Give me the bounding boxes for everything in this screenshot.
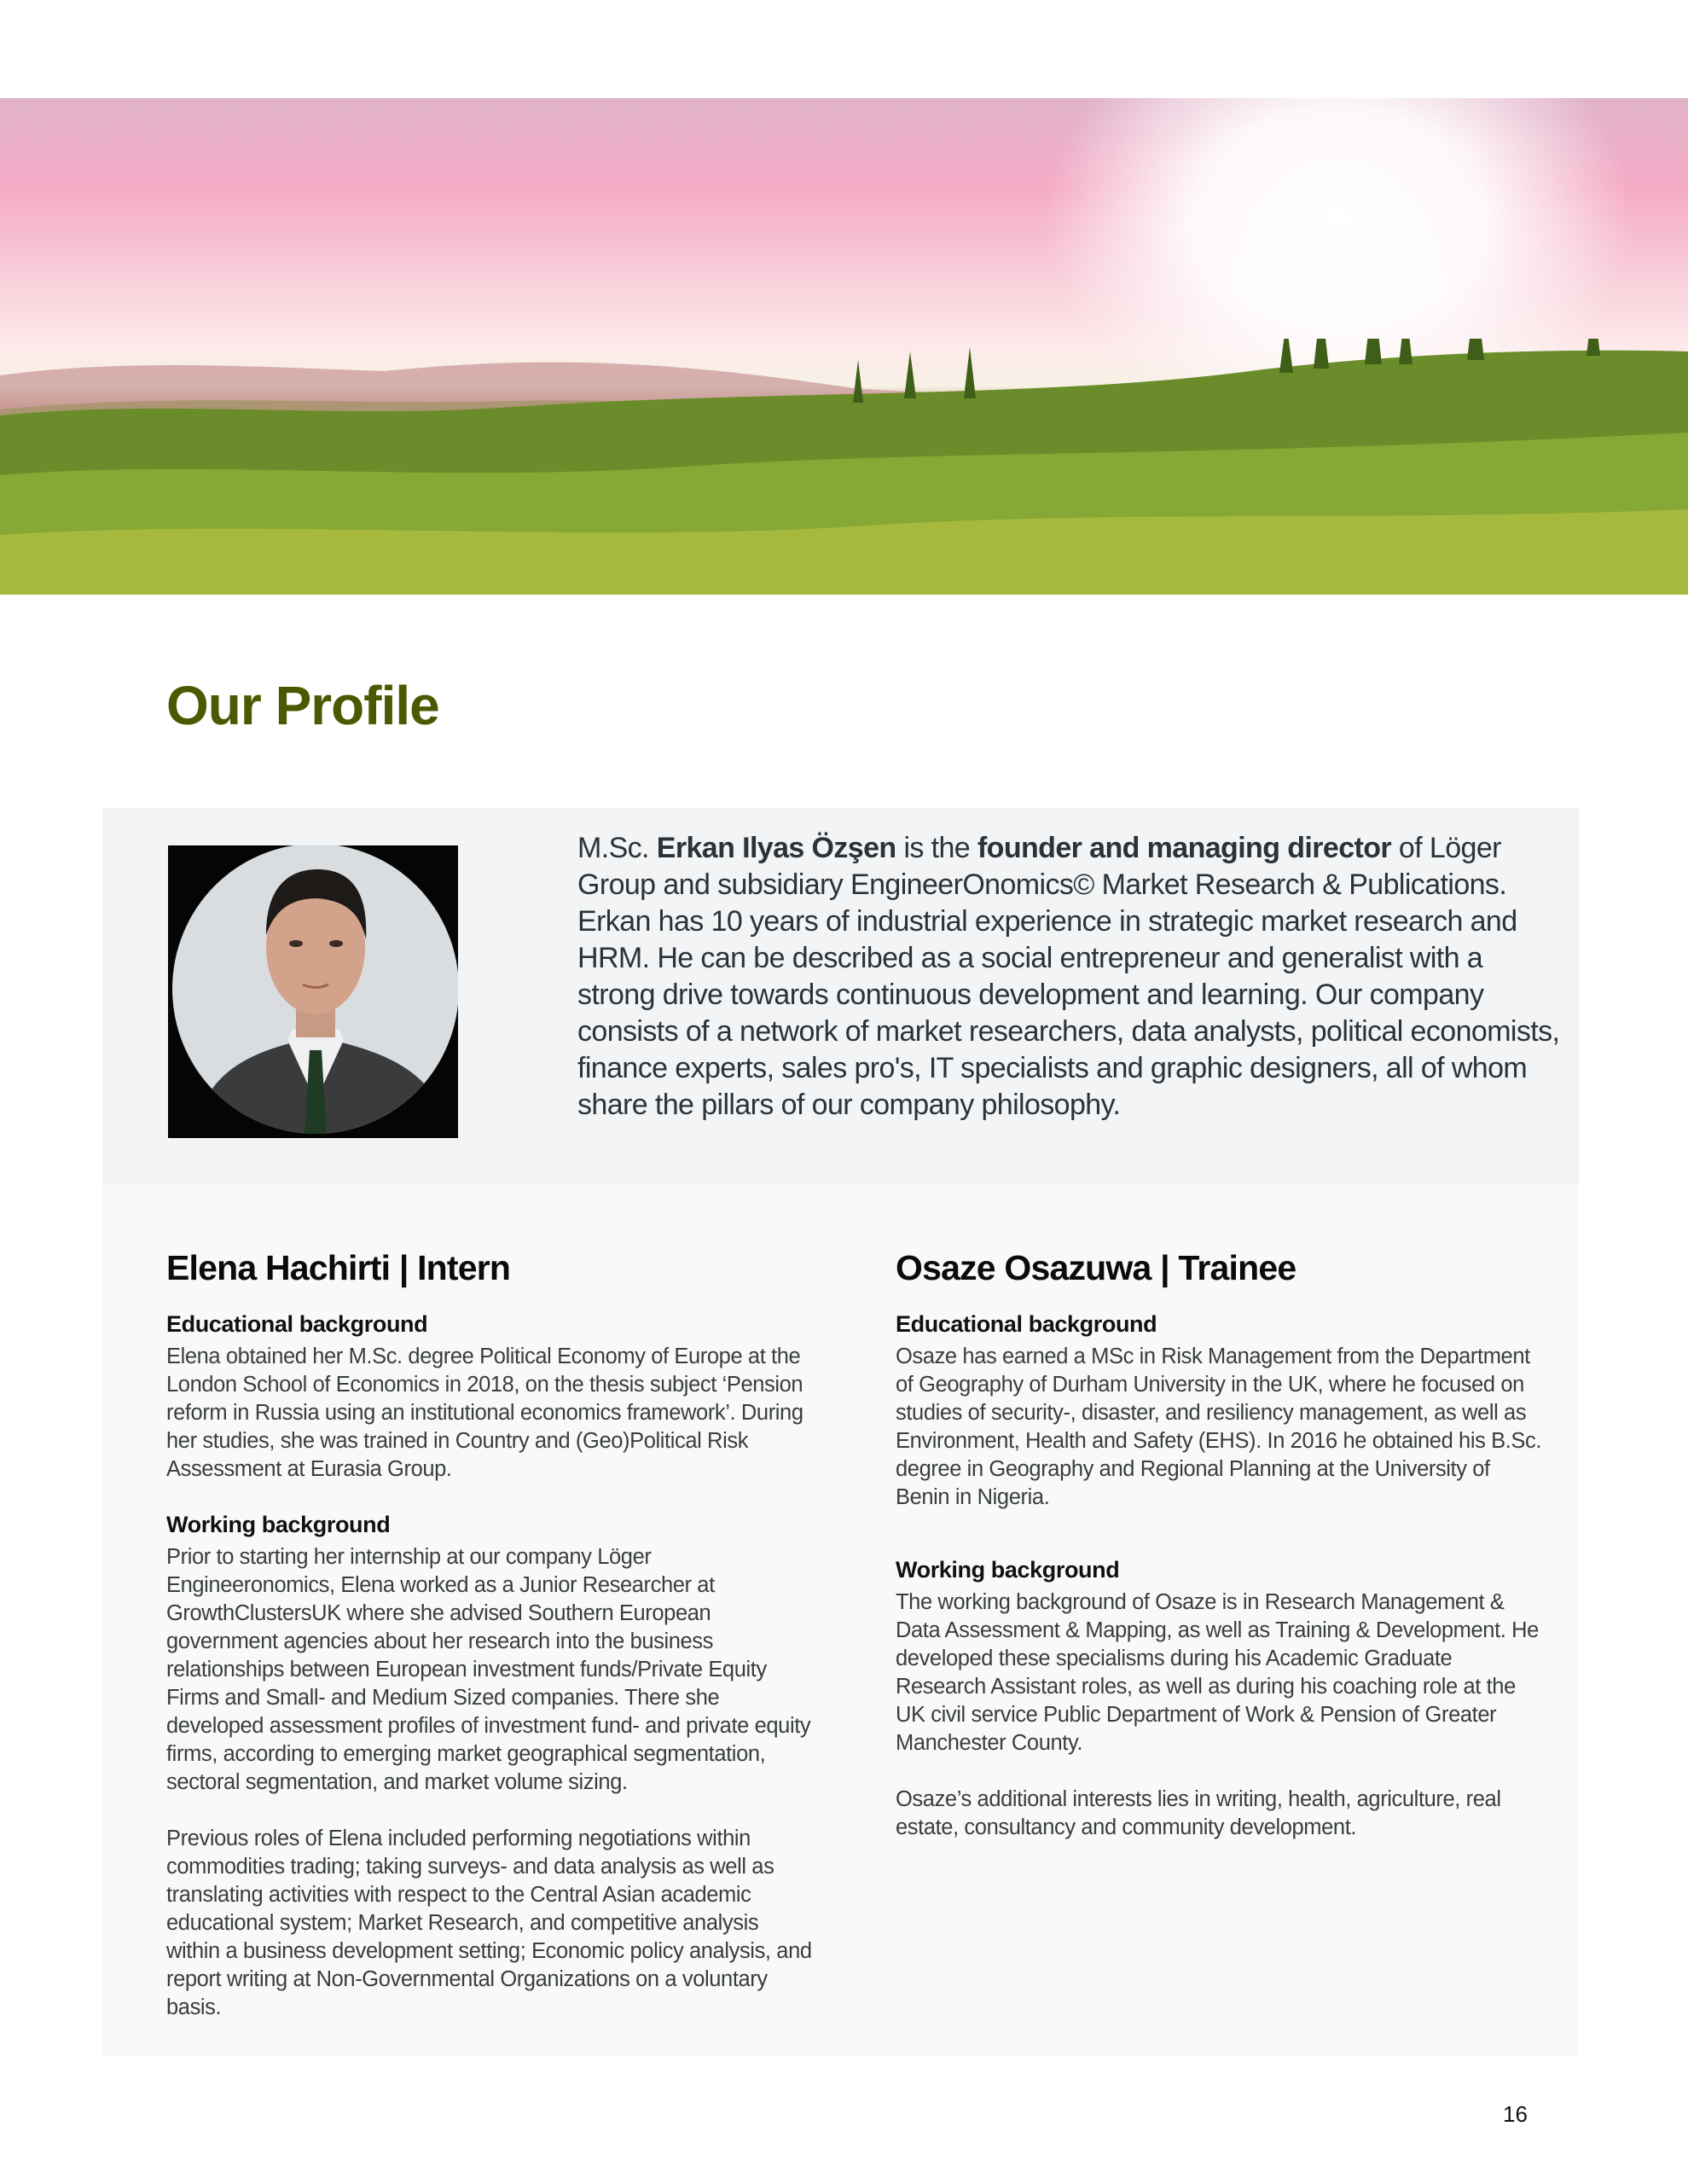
page-title: Our Profile xyxy=(166,675,439,736)
founder-section xyxy=(102,808,1579,1184)
education-text: Osaze has earned a MSc in Risk Management from the Department of Geography of Durham University in the UK, where he focused on studies of security-, disaster, and resiliency management, as well as Environment, Health and Safety (EHS). In 2016 he obtained his B.Sc. degree in Geography and Regional Planning at the University of Benin in Nigeria. xyxy=(896,1345,1542,1509)
work-label: Working background xyxy=(896,1557,1120,1583)
member-heading: Osaze Osazuwa | Trainee xyxy=(896,1248,1296,1287)
green-hills xyxy=(0,339,1688,595)
work-text: Prior to starting her internship at our company Löger Engineeronomics, Elena worked as a Junior Researcher at GrowthClustersUK where she advised Southern European government agencies about her research into the business relationships between European investment funds/Private Equity Firms and Small- and Medium Sized companies. There she developed assessment profiles of investment fund- and private equity firms, according to emerging market geographical segmentation, sectoral segmentation, and market volume sizing. xyxy=(166,1545,811,1794)
founder-intro-mid: is the xyxy=(896,832,977,864)
team-section xyxy=(102,1184,1579,2057)
education-text: Elena obtained her M.Sc. degree Political Economy of Europe at the London School of Economics in 2018, on the thesis subject ‘Pension reform in Russia using an institutional economics framework’. During her studies, she was trained in Country and (Geo)Political Risk Assessment at Eurasia Group. xyxy=(166,1345,803,1481)
header-banner-image xyxy=(0,98,1688,595)
founder-role: founder and managing director xyxy=(977,832,1392,864)
member-heading: Elena Hachirti | Intern xyxy=(166,1248,511,1287)
founder-name: Erkan Ilyas Özşen xyxy=(656,832,896,864)
education-label: Educational background xyxy=(896,1311,1157,1337)
member-profile-osaze xyxy=(896,1246,1544,1842)
founder-portrait xyxy=(168,845,458,1138)
work-label: Working background xyxy=(166,1512,391,1537)
page-number: 16 xyxy=(1503,2101,1528,2127)
work-text: The working background of Osaze is in Research Management & Data Assessment & Mapping, as well as Training & Development. He developed these specialisms during his Academic Graduate Research Assistant roles, as well as during his coaching role at the UK civil service Public Department of Work & Pension of Greater Manchester County. xyxy=(896,1590,1539,1755)
founder-portrait-photo xyxy=(168,845,458,1138)
additional-text: Osaze’s additional interests lies in writing, health, agriculture, real estate, consultancy and community development. xyxy=(896,1787,1501,1839)
education-label: Educational background xyxy=(166,1311,428,1337)
founder-intro-prefix: M.Sc. xyxy=(577,832,657,864)
founder-description xyxy=(577,830,1567,1124)
member-profile-elena xyxy=(166,1246,815,2022)
additional-text: Previous roles of Elena included performing negotiations within commodities trading; taking surveys- and data analysis as well as translating activities with respect to the Central Asian academic educational system; Market Research, and competitive analysis within a business development setting; Economic policy analysis, and report writing at Non-Governmental Organizations on a voluntary basis. xyxy=(166,1827,812,2019)
founder-bio: of Löger Group and subsidiary EngineerOnomics© Market Research & Publications. Erkan has 10 years of industrial experience in strategic market research and HRM. He can be described as a social entrepreneur and generalist with a strong drive towards continuous development and learning. Our company consists of a network of market researchers, data analysts, political economists, finance experts, sales pro's, IT specialists and graphic designers, all of whom share the pillars of our company philosophy. xyxy=(577,832,1560,1121)
